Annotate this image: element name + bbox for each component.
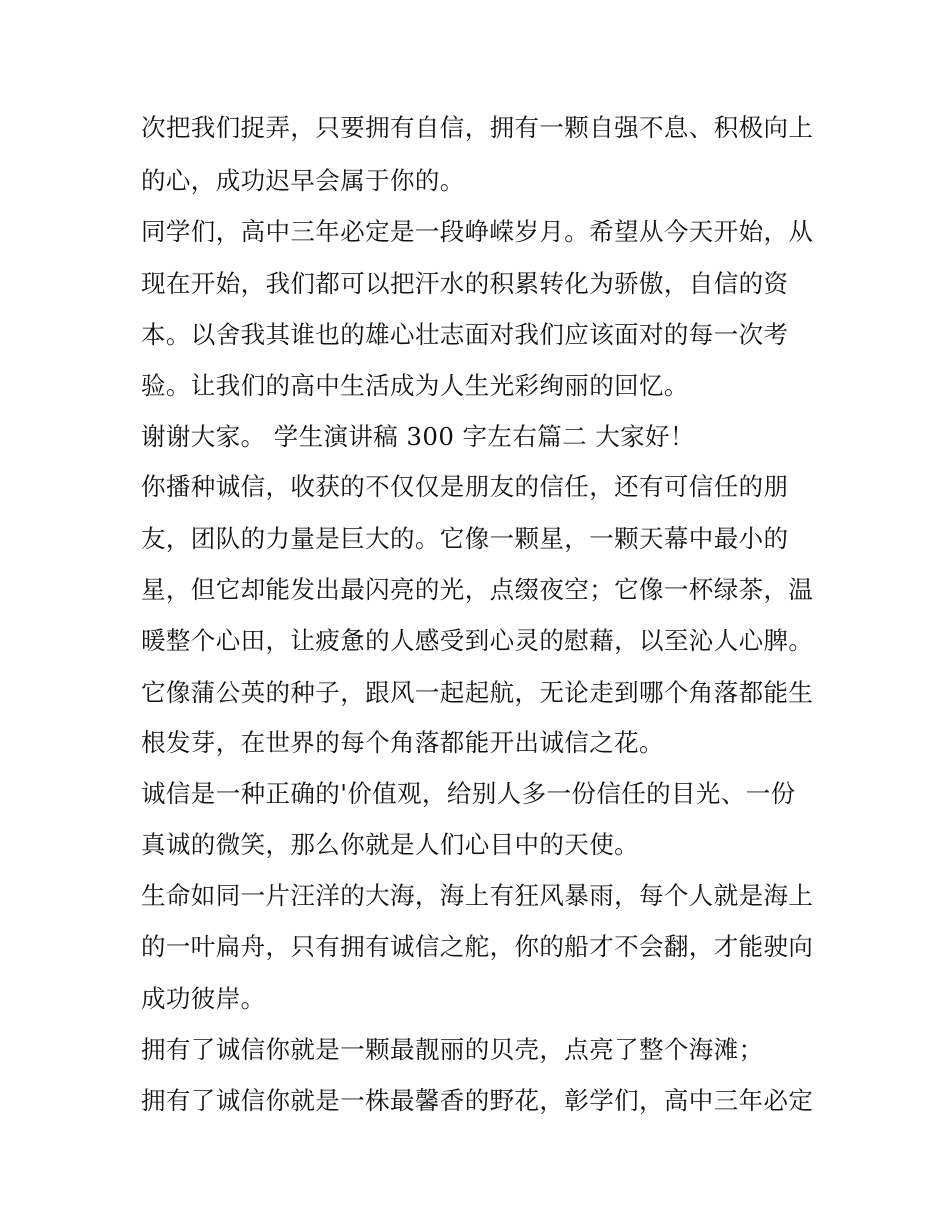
text-line-14: 诚信是一种正确的'价值观，给别人多一份信任的目光、一份 — [141, 779, 796, 808]
text-line-16: 生命如同一片汪洋的大海，海上有狂风暴雨，每个人就是海上 — [141, 881, 814, 910]
text-line-3: 同学们，高中三年必定是一段峥嵘岁月。希望从今天开始，从 — [141, 217, 814, 246]
text-line-4: 现在开始，我们都可以把汗水的积累转化为骄傲，自信的资 — [141, 269, 789, 298]
text-line-11: 暖整个心田，让疲惫的人感受到心灵的慰藉，以至沁人心脾。 — [141, 626, 814, 655]
text-line-20: 拥有了诚信你就是一株最馨香的野花，彰学们，高中三年必定 — [141, 1086, 814, 1115]
text-line-5: 本。以舍我其谁也的雄心壮志面对我们应该面对的每一次考 — [141, 320, 789, 349]
text-line-17: 的一叶扁舟，只有拥有诚信之舵，你的船才不会翻，才能驶向 — [141, 932, 814, 961]
text-line-19: 拥有了诚信你就是一颗最靓丽的贝壳，点亮了整个海滩； — [141, 1035, 764, 1064]
text-line-18: 成功彼岸。 — [141, 984, 266, 1013]
text-line-1: 次把我们捉弄，只要拥有自信，拥有一颗自强不息、积极向上 — [141, 113, 814, 142]
text-line-8: 你播种诚信，收获的不仅仅是朋友的信任，还有可信任的朋 — [141, 472, 789, 501]
text-line-6: 验。让我们的高中生活成为人生光彩绚丽的回忆。 — [141, 371, 689, 400]
text-line-7: 谢谢大家。 学生演讲稿 300 字左右篇二 大家好！ — [141, 422, 695, 451]
text-line-2: 的心，成功迟早会属于你的。 — [141, 166, 465, 195]
text-line-12: 它像蒲公英的种子，跟风一起起航，无论走到哪个角落都能生 — [141, 678, 814, 707]
text-line-9: 友，团队的力量是巨大的。它像一颗星，一颗天幕中最小的 — [141, 524, 789, 553]
text-line-13: 根发芽，在世界的每个角落都能开出诚信之花。 — [141, 728, 664, 757]
text-line-10: 星，但它却能发出最闪亮的光，点缀夜空；它像一杯绿茶，温 — [141, 575, 814, 604]
text-line-15: 真诚的微笑，那么你就是人们心目中的天使。 — [141, 830, 639, 859]
